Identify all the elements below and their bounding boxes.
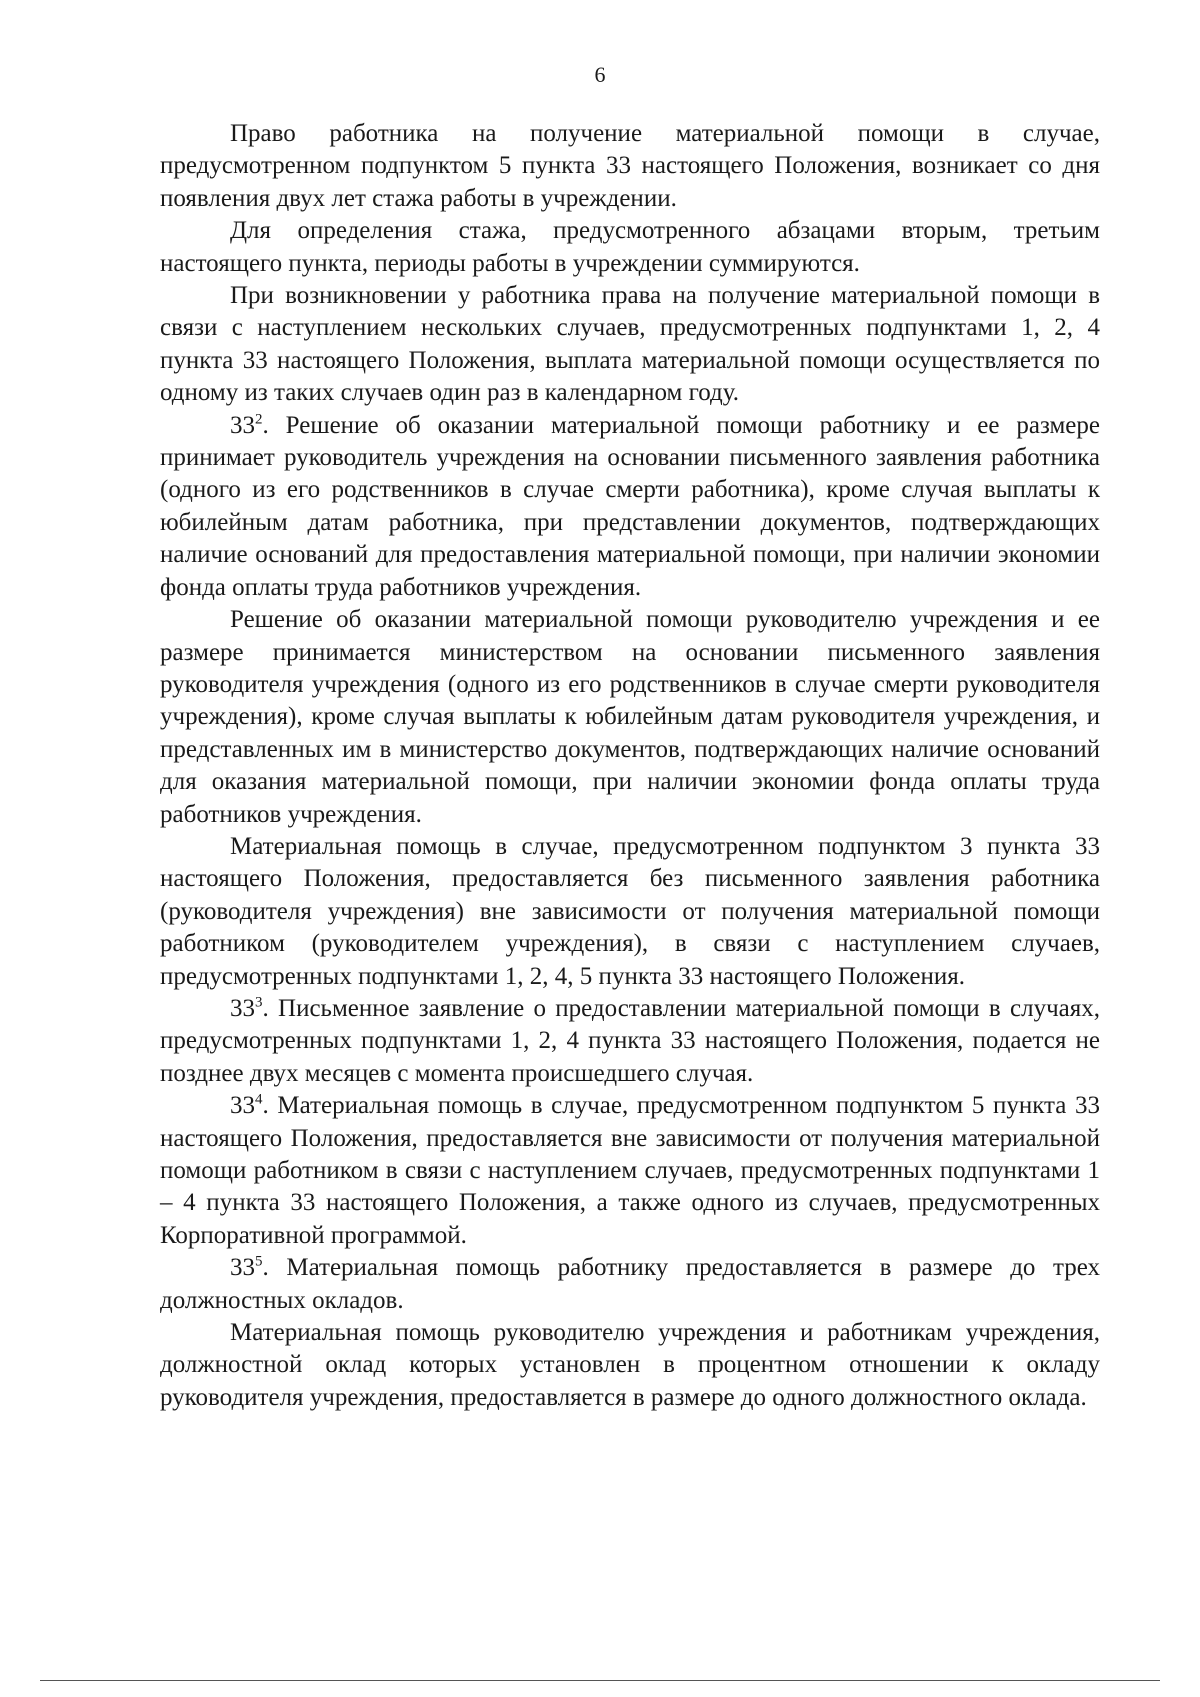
paragraph-2 <box>160 215 1100 280</box>
clause-33-3 <box>160 993 1100 1090</box>
clause-superscript: 2 <box>255 411 263 428</box>
page-number: 6 <box>594 62 606 87</box>
clause-superscript: 5 <box>255 1253 263 1270</box>
paragraph-5 <box>160 604 1100 831</box>
paragraph-10 <box>160 1317 1100 1414</box>
paragraph-text: . Материальная помощь работнику предоставляется в размере до трех должностных окладов. <box>160 1254 1100 1314</box>
page-bottom-edge <box>40 1680 1160 1681</box>
paragraph-text: Право работника на получение материальной помощи в случае, предусмотренном подпунктом 5 пункта 33 настоящего Положения, возникает со дня появления двух лет стажа работы в учреждении. <box>160 120 1100 212</box>
clause-33-4 <box>160 1090 1100 1252</box>
paragraph-6 <box>160 831 1100 993</box>
paragraph-3 <box>160 280 1100 410</box>
clause-superscript: 3 <box>255 994 263 1011</box>
paragraph-text: . Материальная помощь в случае, предусмотренном подпунктом 5 пункта 33 настоящего Положения, предоставляется вне зависимости от получения материальной помощи работником в связи с наступлением случаев, предусмотренных подпунктами 1 – 4 пункта 33 настоящего Положения, а также одного из случаев, предусмотренных Корпоративной программой. <box>160 1092 1100 1249</box>
paragraph-1 <box>160 118 1100 215</box>
clause-33-5 <box>160 1252 1100 1317</box>
paragraph-text: При возникновении у работника права на получение материальной помощи в связи с наступлением нескольких случаев, предусмотренных подпунктами 1, 2, 4 пункта 33 настоящего Положения, выплата материальной помощи осуществляется по одному из таких случаев один раз в календарном году. <box>160 282 1100 407</box>
clause-number: 33 <box>230 1254 255 1282</box>
paragraph-text: Для определения стажа, предусмотренного абзацами вторым, третьим настоящего пункта, периоды работы в учреждении суммируются. <box>160 217 1100 277</box>
paragraph-text: . Решение об оказании материальной помощи работнику и ее размере принимает руководитель учреждения на основании письменного заявления работника (одного из его родственников в случае смерти работника), кроме случая выплаты к юбилейным датам работника, при представлении документов, подтверждающих наличие оснований для предоставления материальной помощи, при наличии экономии фонда оплаты труда работников учреждения. <box>160 411 1100 601</box>
paragraph-text: Решение об оказании материальной помощи руководителю учреждения и ее размере принимается министерством на основании письменного заявления руководителя учреждения (одного из его родственников в случае смерти руководителя учреждения), кроме случая выплаты к юбилейным датам руководителя учреждения, и представленных им в министерство документов, подтверждающих наличие оснований для оказания материальной помощи, при наличии экономии фонда оплаты труда работников учреждения. <box>160 606 1100 828</box>
paragraph-text: . Письменное заявление о предоставлении материальной помощи в случаях, предусмотренных подпунктами 1, 2, 4 пункта 33 настоящего Положения, подается не позднее двух месяцев с момента происшедшего случая. <box>160 994 1100 1087</box>
clause-33-2 <box>160 410 1100 604</box>
clause-number: 33 <box>230 411 255 439</box>
clause-superscript: 4 <box>255 1091 263 1108</box>
clause-number: 33 <box>230 1092 255 1120</box>
paragraph-text: Материальная помощь в случае, предусмотренном подпунктом 3 пункта 33 настоящего Положения, предоставляется без письменного заявления работника (руководителя учреждения) вне зависимости от получения материальной помощи работником (руководителем учреждения), в связи с наступлением случаев, предусмотренных подпунктами 1, 2, 4, 5 пункта 33 настоящего Положения. <box>160 832 1100 990</box>
document-body <box>160 118 1100 1414</box>
clause-number: 33 <box>230 994 255 1022</box>
paragraph-text: Материальная помощь руководителю учреждения и работникам учреждения, должностной оклад которых установлен в процентном отношении к окладу руководителя учреждения, предоставляется в размере до одного должностного оклада. <box>160 1319 1100 1411</box>
